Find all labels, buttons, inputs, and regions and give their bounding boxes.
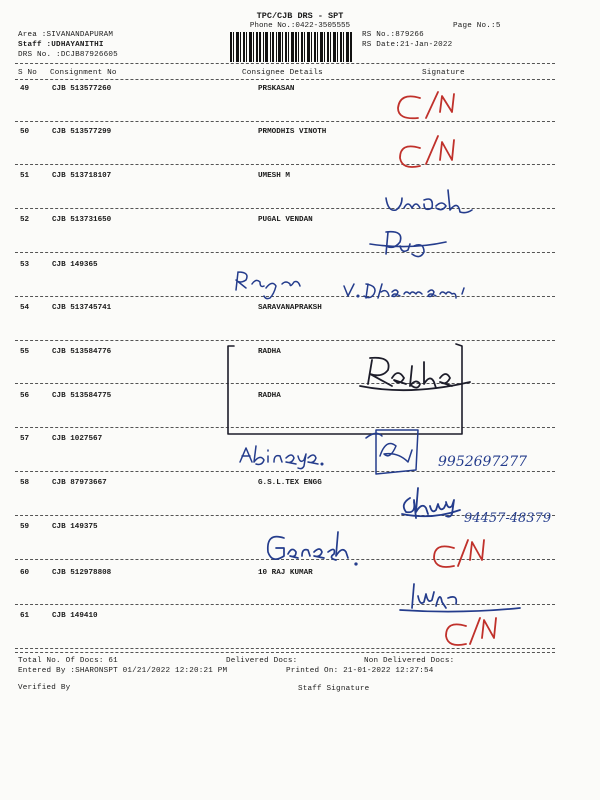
row-consignee: 10 RAJ KUMAR bbox=[258, 569, 313, 577]
row-consignment: CJB 513745741 bbox=[52, 304, 112, 312]
row-consignee: PRMODHIS VINOTH bbox=[258, 128, 327, 136]
staff-signature: Staff Signature bbox=[298, 685, 370, 693]
drs-number: DRS No. :DCJB87926605 bbox=[18, 51, 118, 59]
row-consignee: RADHA bbox=[258, 348, 281, 356]
col-header-signature: Signature bbox=[422, 69, 465, 77]
signature-ragam-icon bbox=[236, 272, 300, 299]
cn-mark-icon bbox=[400, 136, 454, 167]
signature-radha-icon bbox=[360, 358, 470, 390]
row-sno: 51 bbox=[20, 172, 30, 180]
rs-date: RS Date:21-Jan-2022 bbox=[362, 41, 453, 49]
row-consignment: CJB 513584776 bbox=[52, 348, 112, 356]
cn-mark-icon bbox=[398, 92, 454, 118]
non-delivered-docs: Non Delivered Docs: bbox=[364, 657, 455, 665]
row-sno: 50 bbox=[20, 128, 30, 136]
row-consignment: CJB 513584775 bbox=[52, 392, 112, 400]
row-sno: 54 bbox=[20, 304, 30, 312]
row-consignment: CJB 512978808 bbox=[52, 569, 112, 577]
signature-umesh-icon bbox=[386, 190, 472, 213]
handwritten-phone-1: 9952697277 bbox=[438, 454, 528, 470]
row-sno: 55 bbox=[20, 348, 30, 356]
cn-mark-icon bbox=[446, 618, 496, 645]
signature-ganesh-icon bbox=[268, 532, 357, 565]
area-label: Area :SIVANANDAPURAM bbox=[18, 31, 114, 39]
row-consignee: PUGAL VENDAN bbox=[258, 216, 313, 224]
row-sno: 59 bbox=[20, 523, 30, 531]
staff-label: Staff :UDHAYANITHI bbox=[18, 41, 104, 49]
page-title: TPC/CJB DRS - SPT bbox=[256, 11, 344, 21]
signature-dhanamani-icon bbox=[344, 284, 464, 298]
delivered-docs: Delivered Docs: bbox=[226, 657, 298, 665]
signature-box-icon bbox=[366, 430, 418, 474]
row-consignment: CJB 149365 bbox=[52, 261, 98, 269]
rs-number: RS No.:879266 bbox=[362, 31, 424, 39]
row-consignment: CJB 87973667 bbox=[52, 479, 107, 487]
row-sno: 58 bbox=[20, 479, 30, 487]
row-sno: 53 bbox=[20, 261, 30, 269]
row-consignment: CJB 149375 bbox=[52, 523, 98, 531]
row-consignment: CJB 513718107 bbox=[52, 172, 112, 180]
row-sno: 57 bbox=[20, 435, 30, 443]
printed-on: Printed On: 21-01-2022 12:27:54 bbox=[286, 667, 434, 675]
signature-gsl-icon bbox=[402, 488, 460, 518]
signature-rajkumar-icon bbox=[400, 584, 520, 612]
verified-by: Verified By bbox=[18, 684, 71, 692]
row-consignee: RADHA bbox=[258, 392, 281, 400]
phone-number: Phone No.:0422-3505555 bbox=[249, 22, 351, 30]
handwritten-phone-2: 94457-48379 bbox=[464, 511, 552, 526]
row-consignment: CJB 513577260 bbox=[52, 85, 112, 93]
col-header-consignee: Consignee Details bbox=[242, 69, 323, 77]
row-sno: 60 bbox=[20, 569, 30, 577]
entered-by: Entered By :SHARONSPT 01/21/2022 12:20:21 PM bbox=[18, 667, 228, 675]
signature-abinaya-icon bbox=[240, 446, 323, 469]
row-consignment: CJB 149410 bbox=[52, 612, 98, 620]
row-consignment: CJB 513731650 bbox=[52, 216, 112, 224]
row-sno: 49 bbox=[20, 85, 30, 93]
row-consignment: CJB 1027567 bbox=[52, 435, 103, 443]
signature-pugal-icon bbox=[370, 232, 446, 257]
row-sno: 56 bbox=[20, 392, 30, 400]
row-consignee: PRSKASAN bbox=[258, 85, 295, 93]
row-sno: 52 bbox=[20, 216, 30, 224]
row-sno: 61 bbox=[20, 612, 30, 620]
row-consignee: SARAVANAPRAKSH bbox=[258, 304, 322, 312]
row-consignee: UMESH M bbox=[258, 172, 290, 180]
page-number: Page No.:5 bbox=[453, 22, 501, 30]
col-header-consignment: Consignment No bbox=[50, 69, 117, 77]
row-consignment: CJB 513577299 bbox=[52, 128, 112, 136]
col-header-sno: S No bbox=[18, 69, 38, 77]
total-docs: Total No. Of Docs: 61 bbox=[18, 657, 118, 665]
cn-mark-icon bbox=[434, 540, 484, 567]
row-consignee: G.S.L.TEX ENGG bbox=[258, 479, 322, 487]
